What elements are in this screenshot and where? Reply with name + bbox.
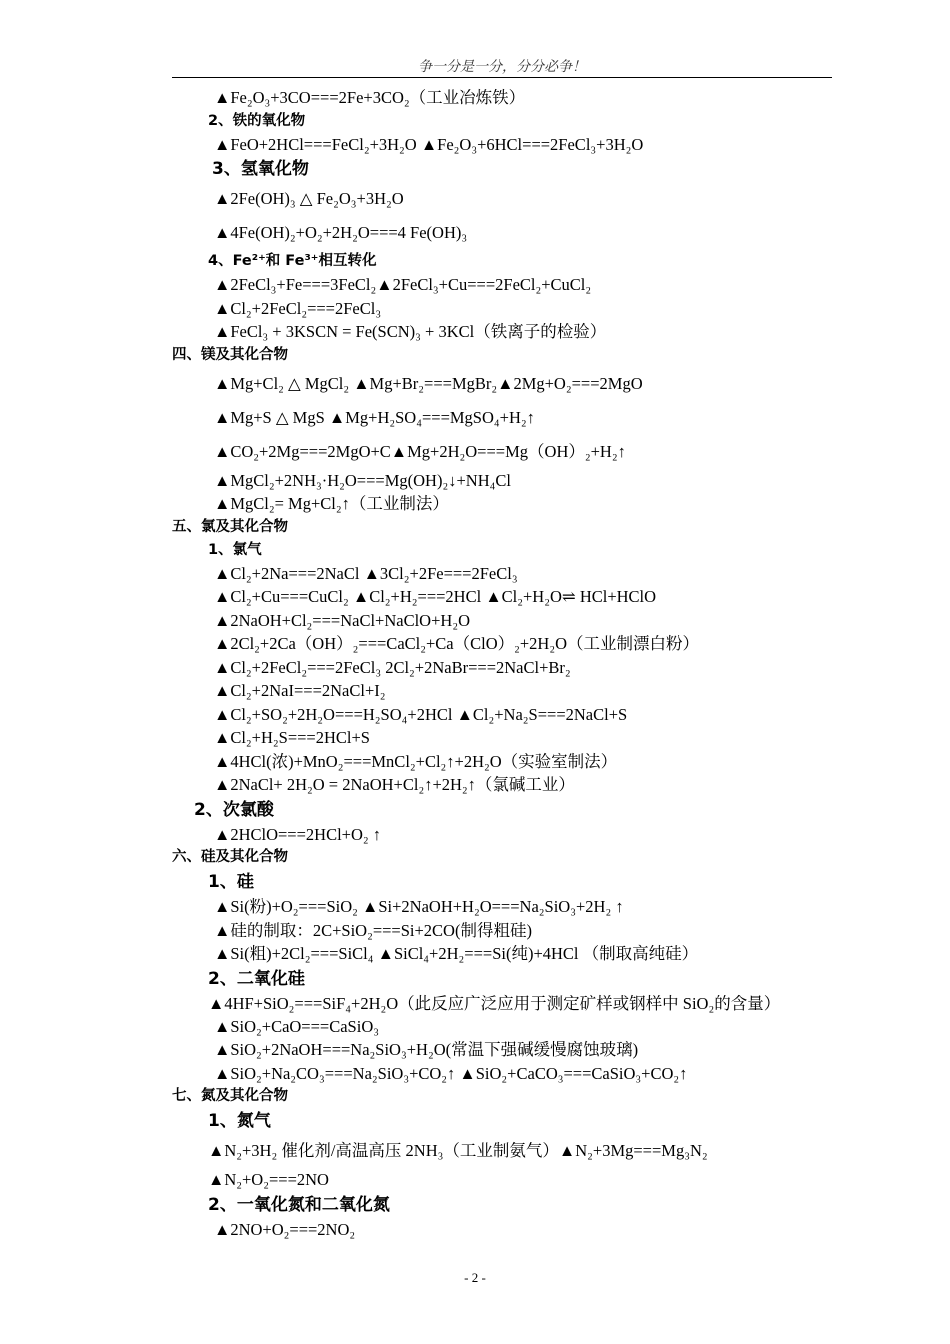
equation-line: ▲4Fe(OH)₂+O₂+2H₂O===4 Fe(OH)₃: [214, 223, 468, 242]
equation-line: ▲硅的制取：2C+SiO₂===Si+2CO(制得粗硅): [214, 920, 532, 940]
subheading-nitrogen-gas: 1、氮气: [208, 1111, 271, 1131]
subheading-nitrogen-oxides: 2、一氧化氮和二氧化氮: [208, 1194, 390, 1215]
equation-line: ▲Cl₂+2Na===2NaCl ▲3Cl₂+2Fe===2FeCl₃: [214, 563, 518, 583]
equation-line: ▲2NO+O₂===2NO₂: [214, 1219, 356, 1239]
document-body: [172, 86, 834, 1241]
equation-line: ▲2NaCl+ 2H₂O = 2NaOH+Cl₂↑+2H₂↑（氯碱工业）: [214, 775, 575, 794]
subheading-silicon-dioxide: 2、二氧化硅: [208, 968, 305, 989]
equation-line: ▲2NaOH+Cl₂===NaCl+NaClO+H₂O: [214, 610, 470, 630]
section-heading-chlorine: 五、氯及其化合物: [172, 518, 288, 535]
equation-line: ▲SiO₂+Na₂CO₃===Na₂SiO₃+CO₂↑ ▲SiO₂+CaCO₃===CaSiO₃+CO₂↑: [214, 1063, 688, 1083]
equation-line: ▲SiO₂+2NaOH===Na₂SiO₃+H₂O(常温下强碱缓慢腐蚀玻璃): [214, 1040, 639, 1059]
equation-line: ▲Si(粉)+O₂===SiO₂ ▲Si+2NaOH+H₂O===Na₂SiO₃+2H₂ ↑: [214, 897, 624, 916]
page-header-motto: 争一分是一分，分分必争！: [418, 59, 586, 75]
equation-line: ▲2Fe(OH)₃ △ Fe₂O₃+3H₂O: [214, 189, 404, 208]
equation-line: ▲N₂+3H₂ 催化剂/高温高压 2NH₃（工业制氨气）▲N₂+3Mg===Mg₃N₂: [208, 1141, 708, 1160]
equation-line: ▲Cl₂+2FeCl₂===2FeCl₃ 2Cl₂+2NaBr===2NaCl+Br₂: [214, 657, 571, 677]
equation-line: ▲Cl₂+Cu===CuCl₂ ▲Cl₂+H₂===2HCl ▲Cl₂+H₂O⇌ HCl+HClO: [214, 587, 657, 606]
equation-line: ▲MgCl₂+2NH₃·H₂O===Mg(OH)₂↓+NH₄Cl: [214, 470, 511, 490]
equation-line: ▲N₂+O₂===2NO: [208, 1170, 329, 1189]
subheading-hydroxide: 3、氢氧化物: [212, 159, 309, 179]
subheading-silicon: 1、硅: [208, 872, 254, 892]
equation-line: ▲Mg+S △ MgS ▲Mg+H₂SO₄===MgSO₄+H₂↑: [214, 407, 535, 427]
section-heading-magnesium: 四、镁及其化合物: [172, 346, 288, 363]
equation-line: ▲2FeCl₃+Fe===3FeCl₂▲2FeCl₃+Cu===2FeCl₂+CuCl₂: [214, 275, 592, 294]
page-number: - 2 -: [464, 1270, 486, 1285]
equation-line: ▲2Cl₂+2Ca（OH）₂===CaCl₂+Ca（ClO）₂+2H₂O（工业制漂白粉）: [214, 634, 700, 653]
subheading-iron-oxide: 2、铁的氧化物: [208, 112, 306, 129]
equation-line: ▲Cl₂+H₂S===2HCl+S: [214, 728, 370, 747]
equation-line: ▲Cl₂+2NaI===2NaCl+I₂: [214, 681, 386, 700]
equation-line: ▲2HClO===2HCl+O₂ ↑: [214, 824, 382, 844]
equation-line: ▲SiO₂+CaO===CaSiO₃: [214, 1016, 379, 1036]
section-heading-nitrogen: 七、氮及其化合物: [172, 1088, 288, 1104]
equation-line: ▲Cl₂+SO₂+2H₂O===H₂SO₄+2HCl ▲Cl₂+Na₂S===2NaCl+S: [214, 704, 628, 724]
equation-line: ▲CO₂+2Mg===2MgO+C▲Mg+2H₂O===Mg（OH）₂+H₂↑: [214, 441, 626, 461]
subheading-hypochlorous-acid: 2、次氯酸: [194, 799, 274, 820]
header-rule: [172, 77, 832, 78]
equation-line: ▲FeO+2HCl===FeCl₂+3H₂O ▲Fe₂O₃+6HCl===2FeCl₃+3H₂O: [214, 134, 644, 154]
equation-line: ▲Si(粗)+2Cl₂===SiCl₄ ▲SiCl₄+2H₂===Si(纯)+4HCl （制取高纯硅）: [214, 944, 699, 963]
equation-line: ▲4HCl(浓)+MnO₂===MnCl₂+Cl₂↑+2H₂O（实验室制法）: [214, 751, 618, 771]
section-heading-silicon: 六、硅及其化合物: [172, 849, 288, 865]
equation-line: ▲Fe₂O₃+3CO===2Fe+3CO₂（工业冶炼铁）: [214, 88, 526, 107]
subheading-fe-conversion: 4、Fe²⁺和 Fe³⁺相互转化: [208, 253, 377, 269]
equation-line: ▲MgCl₂= Mg+Cl₂↑（工业制法）: [214, 494, 449, 513]
equation-line: ▲Mg+Cl₂ △ MgCl₂ ▲Mg+Br₂===MgBr₂▲2Mg+O₂===2MgO: [214, 373, 643, 393]
subheading-chlorine-gas: 1、氯气: [208, 541, 262, 558]
equation-line: ▲FeCl₃ + 3KSCN = Fe(SCN)₃ + 3KCl（铁离子的检验）: [214, 322, 607, 341]
equation-line: ▲4HF+SiO₂===SiF₄+2H₂O（此反应广泛应用于测定矿样或钢样中 SiO₂的含量）: [208, 993, 781, 1013]
equation-line: ▲Cl₂+2FeCl₂===2FeCl₃: [214, 298, 382, 318]
